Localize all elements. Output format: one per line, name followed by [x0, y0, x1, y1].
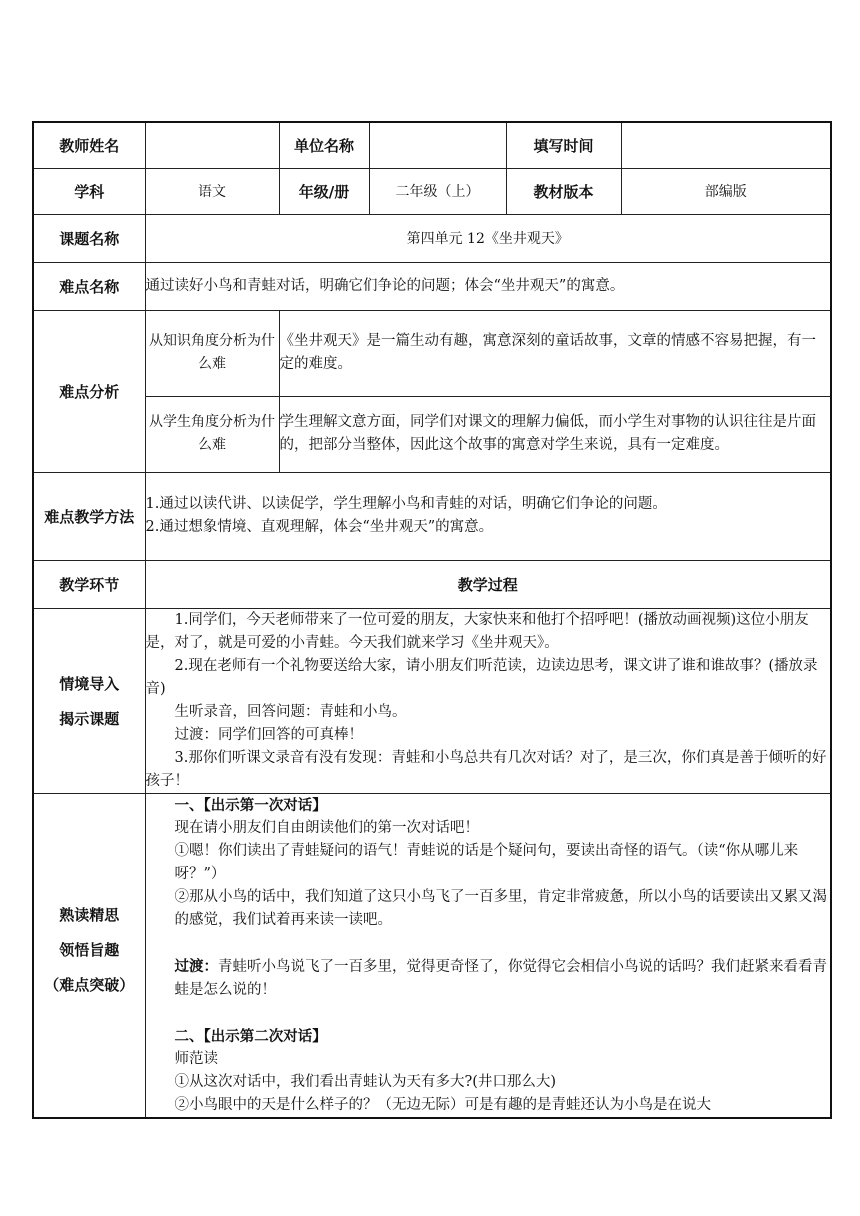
section-2-line: ①从这次对话中，我们看出青蛙认为天有多大?(井口那么大): [174, 1073, 557, 1090]
knowledge-angle-text: 《坐井观天》是一篇生动有趣，寓意深刻的童话故事，文章的情感不容易把握，有一定的难度。: [279, 310, 831, 396]
row-teacher: [33, 122, 831, 168]
stage-1-line: 3.那你们听课文录音有没有发现：青蛙和小鸟总共有几次对话？对了，是三次，你们真是善于倾听的好孩子！: [145, 749, 827, 789]
knowledge-angle-label: 从知识角度分析为什么难: [145, 310, 279, 396]
grade-value: 二年级（上）: [369, 168, 506, 214]
transition-text: 青蛙听小鸟说飞了一百多里，觉得更奇怪了，你觉得它会相信小鸟说的话吗？我们赶紧来看看青蛙是怎么说的！: [174, 958, 827, 998]
difficulty-value: 通过读好小鸟和青蛙对话，明确它们争论的问题；体会“坐井观天”的寓意。: [145, 262, 831, 310]
section-1-para: ②那从小鸟的话中，我们知道了这只小鸟飞了一百多里，肯定非常疲惫，所以小鸟的话要读出又累又渴的感觉，我们试着再来读一读吧。: [174, 888, 827, 928]
teacher-name-value: [145, 122, 279, 168]
section-2-line: ②小鸟眼中的天是什么样子的？（无边无际）可是有趣的是青蛙还认为小鸟是在说大: [174, 1096, 711, 1113]
row-topic: [33, 214, 831, 262]
section-1-title: 一、【出示第一次对话】: [174, 796, 327, 814]
student-angle-label: 从学生角度分析为什么难: [145, 396, 279, 472]
unit-name-value: [369, 122, 506, 168]
method-item: 1.通过以读代讲、以读促学，学生理解小鸟和青蛙的对话，明确它们争论的问题。: [145, 496, 667, 512]
row-subject: [33, 168, 831, 214]
stage-header: 教学环节: [33, 560, 145, 608]
row-stage-2: [33, 793, 831, 1118]
transition-para: [146, 955, 831, 1002]
fill-date-label: 填写时间: [506, 122, 621, 168]
topic-value: 第四单元 12《坐井观天》: [145, 214, 831, 262]
section-2-title: 二、【出示第二次对话】: [174, 1027, 327, 1045]
stage-2-label: [33, 793, 145, 1118]
fill-date-value: [621, 122, 831, 168]
lesson-plan-table: [32, 121, 832, 1119]
stage-1-line: 2.现在老师有一个礼物要送给大家，请小朋友们听范读，边读边思考，课文讲了谁和谁故事？(播放录音): [145, 657, 818, 697]
grade-label: 年级/册: [279, 168, 369, 214]
teacher-name-label: 教师姓名: [33, 122, 145, 168]
section-2-line: 师范读: [174, 1050, 218, 1067]
stage-1-line: 1.同学们，今天老师带来了一位可爱的朋友，大家快来和他打个招呼吧！(播放动画视频)这位小朋友是，对了，就是可爱的小青蛙。今天我们就来学习《坐井观天》。: [145, 611, 809, 651]
row-analysis-knowledge: [33, 310, 831, 396]
row-analysis-student: [33, 396, 831, 472]
row-process-header: [33, 560, 831, 608]
student-angle-text: 学生理解文意方面，同学们对课文的理解力偏低，而小学生对事物的认识往往是片面的，把部分当整体，因此这个故事的寓意对学生来说，具有一定难度。: [279, 396, 831, 472]
section-1-para: ①嗯！你们读出了青蛙疑问的语气！青蛙说的话是个疑问句，要读出奇怪的语气。（读“你从哪儿来呀？”）: [174, 842, 799, 882]
stage-2-label-line: （难点突破）: [44, 975, 135, 994]
difficulty-label: 难点名称: [33, 262, 145, 310]
stage-1-label-line: 揭示课题: [59, 709, 120, 728]
row-difficulty: [33, 262, 831, 310]
method-content: [145, 472, 831, 560]
edition-label: 教材版本: [506, 168, 621, 214]
row-method: [33, 472, 831, 560]
subject-value: 语文: [145, 168, 279, 214]
section-1-intro: 现在请小朋友们自由朗读他们的第一次对话吧！: [174, 819, 479, 836]
row-stage-1: [33, 608, 831, 793]
stage-2-label-line: 领悟旨趣: [59, 940, 120, 959]
subject-label: 学科: [33, 168, 145, 214]
unit-name-label: 单位名称: [279, 122, 369, 168]
stage-2-content: [145, 793, 831, 1118]
edition-value: 部编版: [621, 168, 831, 214]
method-item: 2.通过想象情境、直观理解，体会“坐井观天”的寓意。: [145, 519, 494, 535]
process-header: 教学过程: [145, 560, 831, 608]
stage-1-line: 生听录音，回答问题：青蛙和小鸟。: [174, 703, 407, 720]
stage-2-label-line: 熟读精思: [59, 905, 120, 924]
method-label: 难点教学方法: [33, 472, 145, 560]
stage-1-label: [33, 608, 145, 793]
topic-label: 课题名称: [33, 214, 145, 262]
stage-1-label-line: 情境导入: [59, 674, 120, 693]
transition-label: 过渡：: [174, 957, 218, 975]
stage-1-content: [145, 608, 831, 793]
stage-1-line: 过渡：同学们回答的可真棒！: [174, 726, 363, 743]
analysis-label: 难点分析: [33, 310, 145, 472]
